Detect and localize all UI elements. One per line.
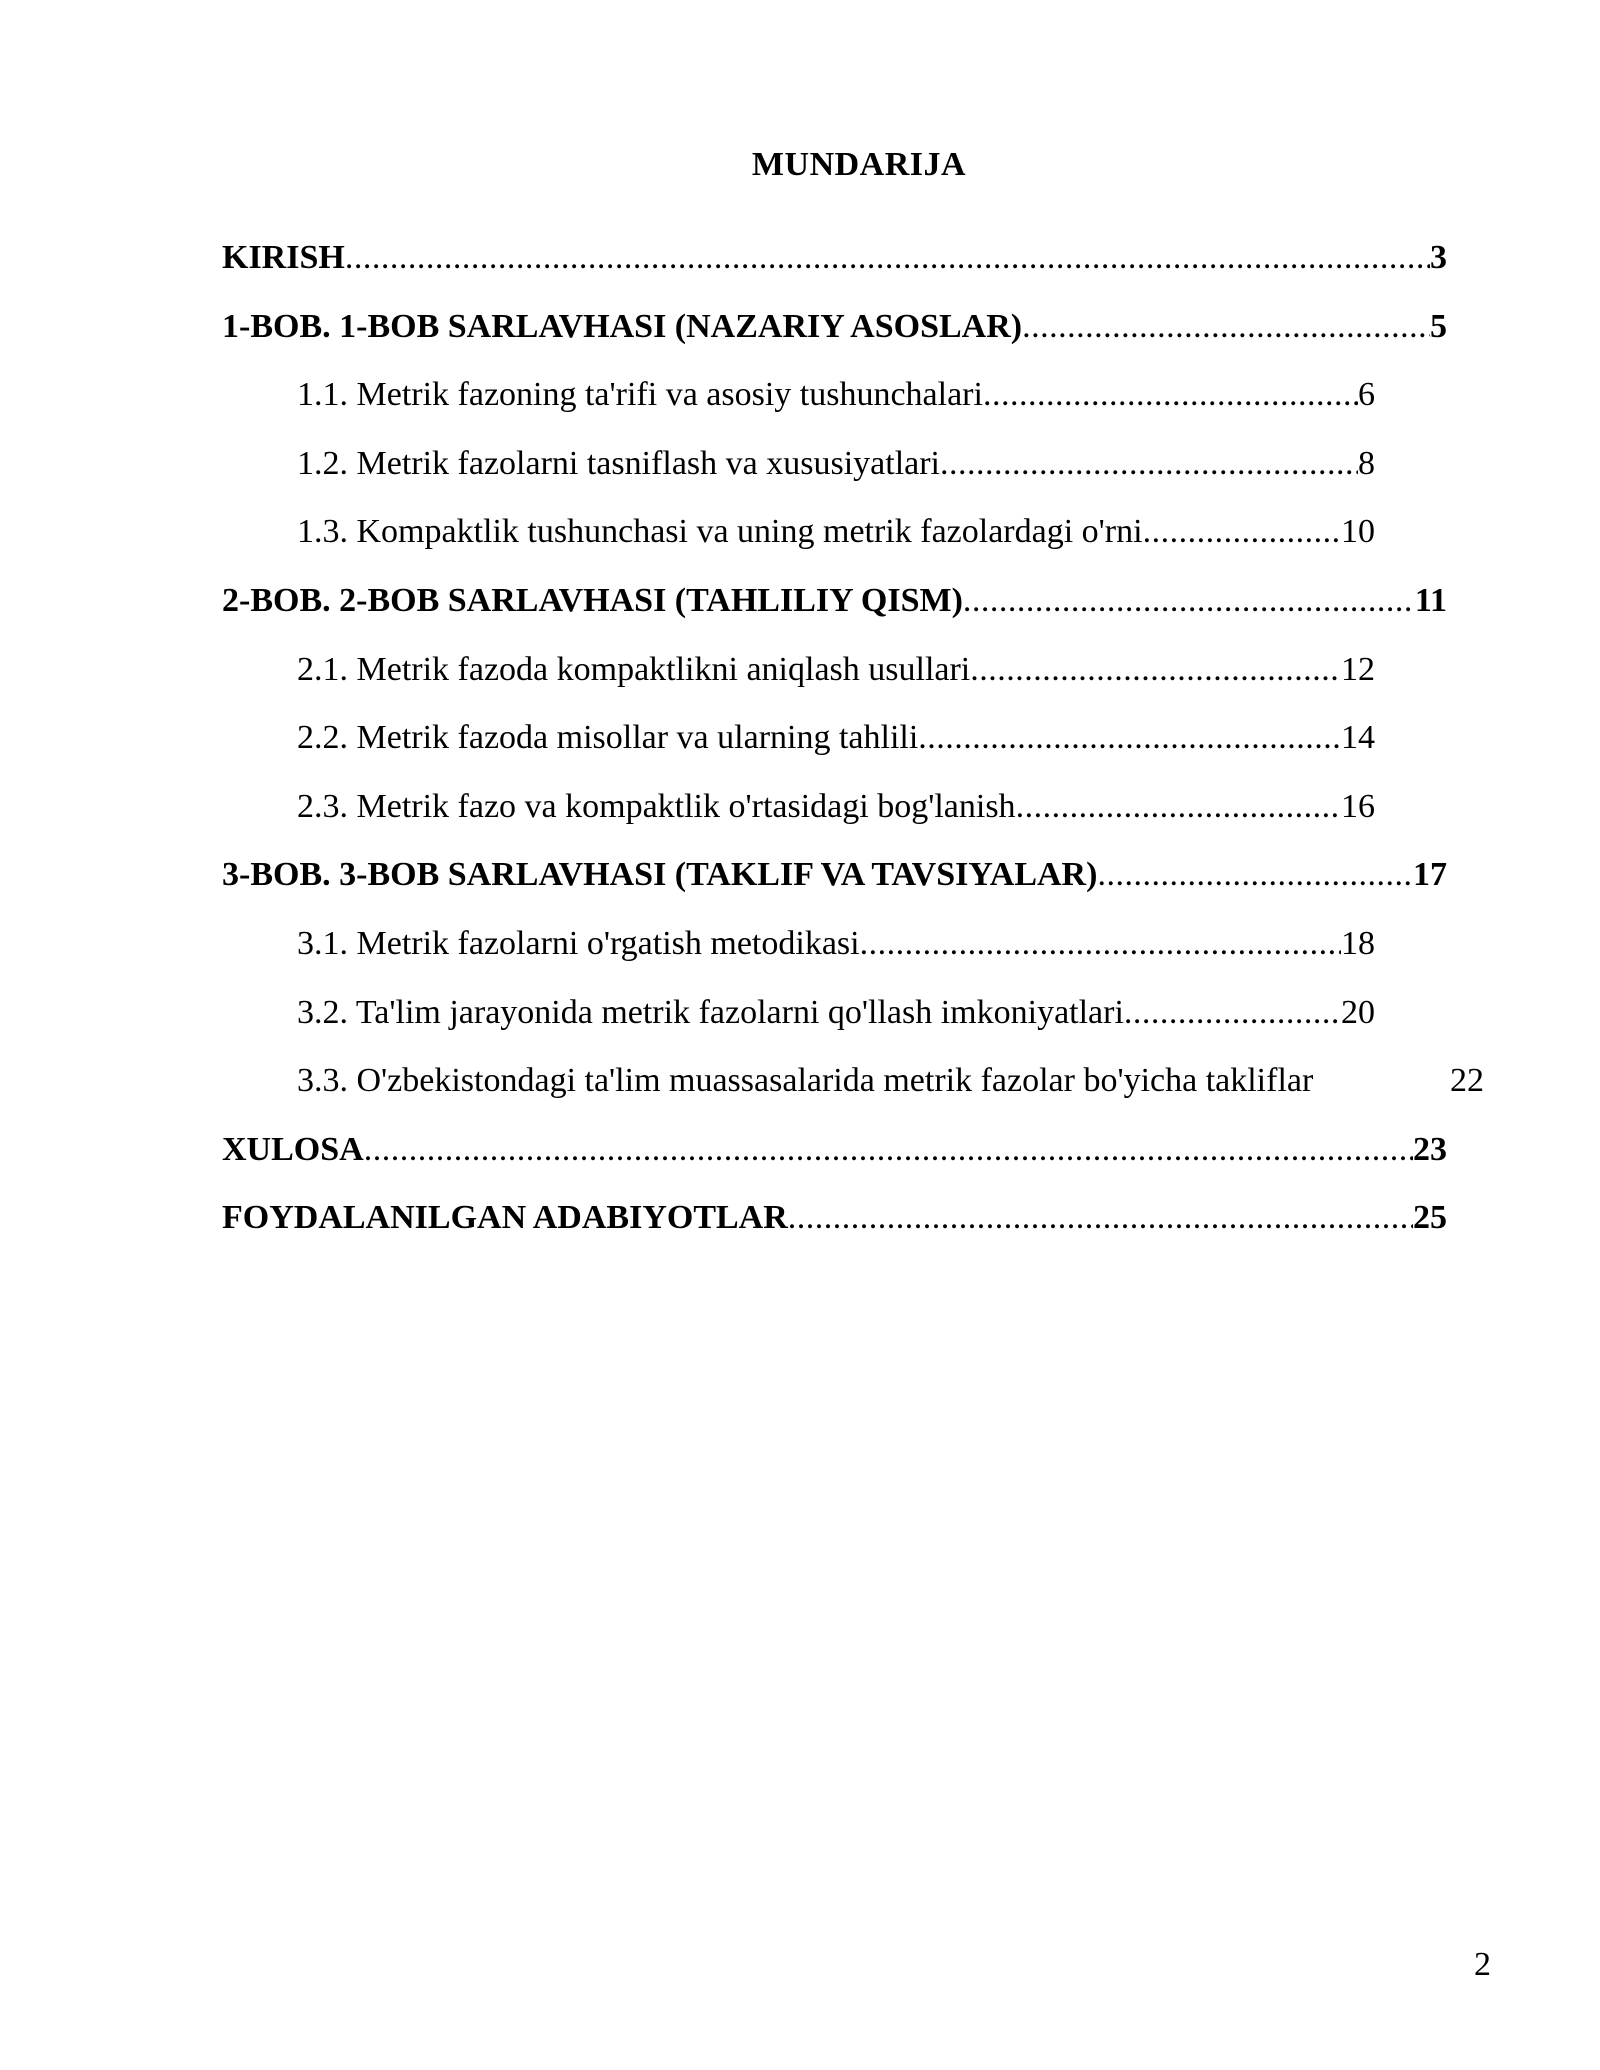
toc-entry [0, 239, 1600, 308]
dot-leader [1016, 788, 1341, 826]
toc-entry [0, 445, 1600, 514]
dot-leader [364, 1131, 1413, 1169]
toc-entry-label: 1.1. Metrik fazoning ta'rifi va asosiy tushunchalari [297, 376, 983, 414]
page-number: 2 [1474, 1946, 1491, 1983]
toc-entry [0, 582, 1600, 651]
toc-entry-line [297, 376, 1375, 414]
toc-entry-label: 1.3. Kompaktlik tushunchasi va uning metrik fazolardagi o'rni [297, 513, 1143, 551]
dot-leader [970, 651, 1341, 689]
toc-entry-line [222, 856, 1447, 894]
toc-entry-line [297, 925, 1375, 963]
toc-entry-page: 20 [1341, 993, 1375, 1031]
toc-entry-line [222, 582, 1447, 620]
toc-entry-page: 3 [1430, 239, 1447, 276]
toc-entry [0, 1199, 1600, 1268]
toc-entry-line [222, 1199, 1447, 1237]
toc-entry-label: 3.2. Ta'lim jarayonida metrik fazolarni qo'llash imkoniyatlari [297, 993, 1124, 1031]
toc-entry [0, 376, 1600, 445]
toc-entry-label: FOYDALANILGAN ADABIYOTLAR [222, 1199, 788, 1237]
toc-entry-line [297, 788, 1375, 826]
toc-entry-label: 2.3. Metrik fazo va kompaktlik o'rtasidagi bog'lanish [297, 787, 1016, 825]
dot-leader [860, 925, 1341, 963]
dot-leader [918, 719, 1341, 757]
toc-entry-line [297, 994, 1375, 1032]
toc-entry-page: 6 [1358, 376, 1375, 414]
toc-entry-label: 1.2. Metrik fazolarni tasniflash va xususiyatlari [297, 444, 940, 482]
toc-entry-line [297, 719, 1375, 757]
toc-entry-page: 17 [1413, 856, 1447, 894]
dot-leader [1097, 856, 1413, 894]
toc-entry [0, 719, 1600, 788]
dot-leader [940, 445, 1358, 483]
toc-entry-page: 11 [1414, 581, 1447, 619]
toc-entry-label: 2.1. Metrik fazoda kompaktlikni aniqlash usullari [297, 650, 971, 688]
toc-entry [0, 651, 1600, 720]
toc-entry-line [297, 1062, 1313, 1100]
toc-entry-page: 16 [1341, 787, 1375, 825]
toc-entry-line [222, 308, 1447, 346]
toc-entry-page: 8 [1358, 444, 1375, 482]
dot-leader [1124, 994, 1341, 1032]
dot-leader [345, 239, 1430, 277]
toc-entry-label: 1-BOB. 1-BOB SARLAVHASI (NAZARIY ASOSLAR) [222, 307, 1023, 345]
dot-leader [1143, 513, 1341, 551]
toc-entry [0, 994, 1600, 1063]
toc-entry-label: 2.2. Metrik fazoda misollar va ularning tahlili [297, 719, 919, 757]
toc-entry-page: 12 [1341, 650, 1375, 688]
toc-entry-line [222, 239, 1447, 277]
toc-entry-page: 10 [1341, 513, 1375, 551]
toc-entry-line [297, 513, 1375, 551]
toc-entry-page: 25 [1413, 1199, 1447, 1237]
dot-leader [983, 376, 1358, 414]
toc-entry [0, 1131, 1600, 1200]
toc-entry [0, 925, 1600, 994]
toc-entry-label: 3.1. Metrik fazolarni o'rgatish metodikasi [297, 924, 860, 962]
toc-entry-line [297, 651, 1375, 689]
toc-entry [0, 1062, 1600, 1131]
toc-entry-label: 3-BOB. 3-BOB SARLAVHASI (TAKLIF VA TAVSIYALAR) [222, 856, 1098, 894]
dot-leader [963, 582, 1415, 620]
toc-entry-label: KIRISH [222, 239, 345, 276]
dot-leader [1022, 308, 1430, 346]
toc-entry-label: XULOSA [222, 1130, 364, 1168]
toc-entry-page: 18 [1341, 924, 1375, 962]
toc-entry-line [222, 1131, 1447, 1169]
toc-entry [0, 856, 1600, 925]
toc-entry [0, 308, 1600, 377]
toc-title: MUNDARIJA [751, 146, 967, 183]
toc-entry-label: 2-BOB. 2-BOB SARLAVHASI (TAHLILIY QISM) [222, 581, 963, 619]
toc-entry-label: 3.3. O'zbekistondagi ta'lim muassasalarida metrik fazolar bo'yicha takliflar [297, 1062, 1314, 1100]
toc-entry [0, 788, 1600, 857]
toc-entry-page: 14 [1341, 719, 1375, 757]
toc-entry-page: 22 [1450, 1062, 1484, 1100]
table-of-contents [0, 239, 1600, 1268]
toc-entry [0, 513, 1600, 582]
dot-leader [788, 1199, 1413, 1237]
toc-entry-page: 23 [1413, 1130, 1447, 1168]
toc-entry-page: 5 [1430, 307, 1447, 345]
toc-entry-line [297, 445, 1375, 483]
